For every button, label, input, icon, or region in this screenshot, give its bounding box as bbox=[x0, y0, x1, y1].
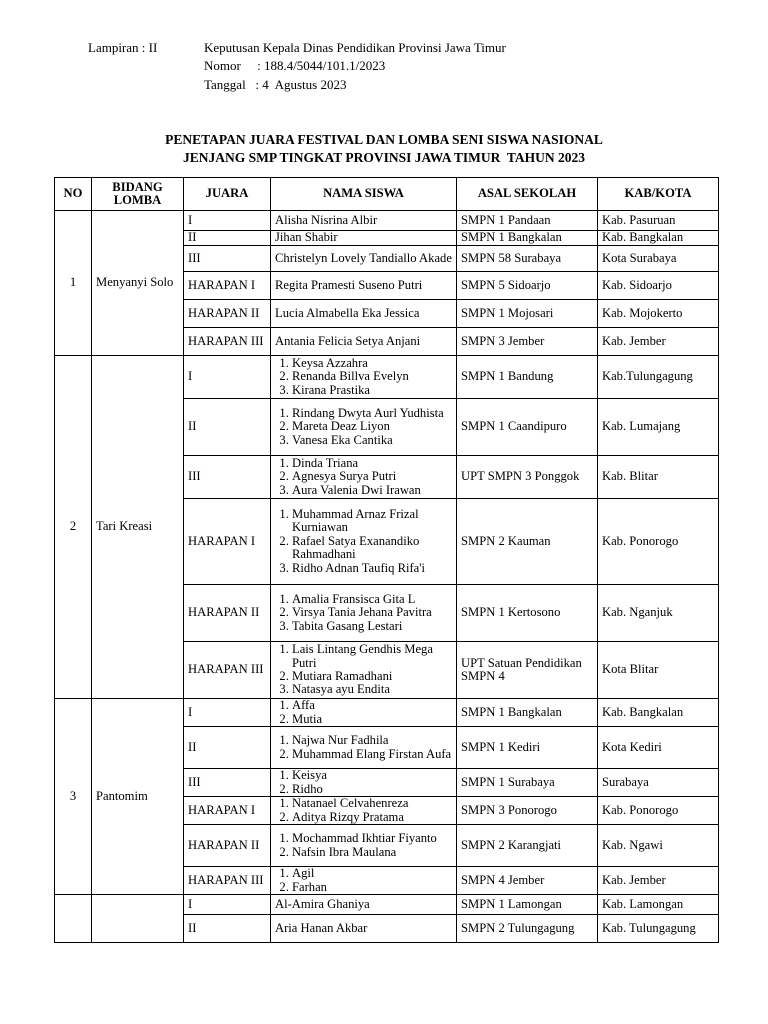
student-name: 3. Ridho Adnan Taufiq Rifa'i bbox=[292, 562, 452, 575]
student-name: 1. Dinda Triana bbox=[292, 457, 452, 470]
regency-city-cell: Kab. Bangkalan bbox=[598, 699, 719, 727]
student-name: 2. Aditya Rizqy Pratama bbox=[292, 811, 452, 824]
rank-cell: HARAPAN III bbox=[184, 867, 271, 895]
student-name: Alisha Nisrina Albir bbox=[275, 212, 378, 227]
student-name-cell bbox=[271, 699, 457, 727]
winners-table bbox=[54, 177, 719, 943]
student-name-cell bbox=[271, 272, 457, 300]
regency-city-cell: Kab. Sidoarjo bbox=[598, 272, 719, 300]
school-cell: UPT Satuan Pendidikan SMPN 4 bbox=[457, 642, 598, 699]
rank-cell: I bbox=[184, 699, 271, 727]
column-header-kab: KAB/KOTA bbox=[598, 178, 719, 211]
rank-cell: II bbox=[184, 727, 271, 769]
rank-cell: III bbox=[184, 769, 271, 797]
student-name: 3. Vanesa Eka Cantika bbox=[292, 434, 452, 447]
regency-city-cell: Kota Blitar bbox=[598, 642, 719, 699]
student-name-cell bbox=[271, 769, 457, 797]
student-name-list bbox=[275, 357, 452, 397]
student-name-cell bbox=[271, 356, 457, 399]
school-cell: SMPN 58 Surabaya bbox=[457, 246, 598, 272]
student-name: 1. Affa bbox=[292, 699, 452, 712]
competition-field-cell bbox=[92, 895, 184, 943]
regency-city-cell: Kota Surabaya bbox=[598, 246, 719, 272]
student-name: 2. Farhan bbox=[292, 881, 452, 894]
regency-city-cell: Kab. Ponorogo bbox=[598, 797, 719, 825]
column-header-bidang: BIDANG LOMBA bbox=[92, 178, 184, 211]
regency-city-cell: Kab. Pasuruan bbox=[598, 211, 719, 231]
competition-field-cell: Menyanyi Solo bbox=[92, 211, 184, 356]
rank-cell: HARAPAN I bbox=[184, 499, 271, 585]
school-cell: SMPN 3 Jember bbox=[457, 328, 598, 356]
student-name-cell bbox=[271, 867, 457, 895]
school-cell: SMPN 1 Kertosono bbox=[457, 585, 598, 642]
student-name: 2. Renanda Billva Evelyn bbox=[292, 370, 452, 383]
student-name: Christelyn Lovely Tandiallo Akade bbox=[275, 250, 452, 265]
student-name: 3. Kirana Prastika bbox=[292, 384, 452, 397]
student-name-cell bbox=[271, 727, 457, 769]
rank-cell: HARAPAN II bbox=[184, 585, 271, 642]
group-number-cell: 1 bbox=[55, 211, 92, 356]
student-name: 3. Tabita Gasang Lestari bbox=[292, 620, 452, 633]
nomor-text: Nomor : 188.4/5044/101.1/2023 bbox=[204, 58, 386, 73]
rank-cell: HARAPAN II bbox=[184, 825, 271, 867]
column-header-no: NO bbox=[55, 178, 92, 211]
student-name: 2. Rafael Satya Exanandiko Rahmadhani bbox=[292, 535, 452, 562]
student-name-cell bbox=[271, 797, 457, 825]
student-name-list bbox=[275, 407, 452, 447]
regency-city-cell: Kab. Ponorogo bbox=[598, 499, 719, 585]
student-name: 2. Mareta Deaz Liyon bbox=[292, 420, 452, 433]
student-name: 2. Nafsin Ibra Maulana bbox=[292, 846, 452, 859]
table-row bbox=[55, 699, 719, 727]
table-row bbox=[55, 211, 719, 231]
student-name-cell bbox=[271, 328, 457, 356]
school-cell: SMPN 1 Bangkalan bbox=[457, 231, 598, 246]
rank-cell: I bbox=[184, 356, 271, 399]
student-name: 1. Muhammad Arnaz Frizal Kurniawan bbox=[292, 508, 452, 535]
student-name-cell bbox=[271, 300, 457, 328]
regency-city-cell: Kab. Lamongan bbox=[598, 895, 719, 915]
student-name: 1. Amalia Fransisca Gita L bbox=[292, 593, 452, 606]
regency-city-cell: Surabaya bbox=[598, 769, 719, 797]
student-name-list bbox=[275, 832, 452, 859]
student-name: 1. Rindang Dwyta Aurl Yudhista bbox=[292, 407, 452, 420]
student-name: 1. Agil bbox=[292, 867, 452, 880]
regency-city-cell: Kab. Tulungagung bbox=[598, 915, 719, 943]
student-name: 1. Najwa Nur Fadhila bbox=[292, 734, 452, 747]
regency-city-cell: Kota Kediri bbox=[598, 727, 719, 769]
student-name: 2. Mutiara Ramadhani bbox=[292, 670, 452, 683]
document-title-line2: JENJANG SMP TINGKAT PROVINSI JAWA TIMUR TAHUN 2023 bbox=[182, 150, 586, 165]
student-name-cell bbox=[271, 642, 457, 699]
regency-city-cell: Kab. Bangkalan bbox=[598, 231, 719, 246]
rank-cell: II bbox=[184, 399, 271, 456]
school-cell: SMPN 1 Bandung bbox=[457, 356, 598, 399]
regency-city-cell: Kab.Tulungagung bbox=[598, 356, 719, 399]
student-name-cell bbox=[271, 246, 457, 272]
student-name: Jihan Shabir bbox=[275, 230, 338, 245]
student-name-list bbox=[275, 508, 452, 575]
school-cell: SMPN 2 Kauman bbox=[457, 499, 598, 585]
document-title-line1: PENETAPAN JUARA FESTIVAL DAN LOMBA SENI SISWA NASIONAL bbox=[165, 132, 603, 147]
rank-cell: III bbox=[184, 456, 271, 499]
competition-field-cell: Pantomim bbox=[92, 699, 184, 895]
school-cell: SMPN 1 Kediri bbox=[457, 727, 598, 769]
school-cell: SMPN 1 Lamongan bbox=[457, 895, 598, 915]
regency-city-cell: Kab. Lumajang bbox=[598, 399, 719, 456]
group-number-cell: 3 bbox=[55, 699, 92, 895]
student-name-cell bbox=[271, 231, 457, 246]
group-number-cell: 2 bbox=[55, 356, 92, 699]
rank-cell: II bbox=[184, 915, 271, 943]
school-cell: SMPN 2 Tulungagung bbox=[457, 915, 598, 943]
rank-cell: I bbox=[184, 895, 271, 915]
student-name: 1. Natanael Celvahenreza bbox=[292, 797, 452, 810]
student-name: 3. Natasya ayu Endita bbox=[292, 683, 452, 696]
keputusan-text: Keputusan Kepala Dinas Pendidikan Provinsi Jawa Timur bbox=[204, 40, 506, 55]
student-name-cell bbox=[271, 585, 457, 642]
student-name: 2. Muhammad Elang Firstan Aufa bbox=[292, 748, 452, 761]
student-name-list bbox=[275, 734, 452, 761]
rank-cell: HARAPAN I bbox=[184, 797, 271, 825]
rank-cell: III bbox=[184, 246, 271, 272]
school-cell: SMPN 1 Mojosari bbox=[457, 300, 598, 328]
column-header-nama: NAMA SISWA bbox=[271, 178, 457, 211]
school-cell: UPT SMPN 3 Ponggok bbox=[457, 456, 598, 499]
school-cell: SMPN 1 Caandipuro bbox=[457, 399, 598, 456]
student-name: Al-Amira Ghaniya bbox=[275, 896, 370, 911]
student-name: 2. Ridho bbox=[292, 783, 452, 796]
student-name-cell bbox=[271, 915, 457, 943]
school-cell: SMPN 3 Ponorogo bbox=[457, 797, 598, 825]
student-name-list bbox=[275, 797, 452, 824]
student-name-list bbox=[275, 699, 452, 726]
student-name-cell bbox=[271, 399, 457, 456]
student-name: 1. Keisya bbox=[292, 769, 452, 782]
table-body bbox=[55, 211, 719, 943]
student-name: Lucia Almabella Eka Jessica bbox=[275, 305, 420, 320]
school-cell: SMPN 2 Karangjati bbox=[457, 825, 598, 867]
student-name-cell bbox=[271, 211, 457, 231]
student-name-cell bbox=[271, 456, 457, 499]
competition-field-cell: Tari Kreasi bbox=[92, 356, 184, 699]
school-cell: SMPN 1 Pandaan bbox=[457, 211, 598, 231]
student-name: Regita Pramesti Suseno Putri bbox=[275, 277, 423, 292]
school-cell: SMPN 1 Bangkalan bbox=[457, 699, 598, 727]
student-name-list bbox=[275, 769, 452, 796]
table-row bbox=[55, 356, 719, 399]
rank-cell: HARAPAN III bbox=[184, 642, 271, 699]
school-cell: SMPN 4 Jember bbox=[457, 867, 598, 895]
rank-cell: HARAPAN II bbox=[184, 300, 271, 328]
student-name: 2. Mutia bbox=[292, 713, 452, 726]
student-name-cell bbox=[271, 895, 457, 915]
regency-city-cell: Kab. Ngawi bbox=[598, 825, 719, 867]
rank-cell: I bbox=[184, 211, 271, 231]
rank-cell: II bbox=[184, 231, 271, 246]
student-name: Antania Felicia Setya Anjani bbox=[275, 333, 421, 348]
group-number-cell bbox=[55, 895, 92, 943]
regency-city-cell: Kab. Nganjuk bbox=[598, 585, 719, 642]
lampiran-label: Lampiran : II bbox=[88, 40, 158, 55]
student-name: 3. Aura Valenia Dwi Irawan bbox=[292, 484, 452, 497]
student-name-cell bbox=[271, 825, 457, 867]
student-name: 1. Keysa Azzahra bbox=[292, 357, 452, 370]
school-cell: SMPN 1 Surabaya bbox=[457, 769, 598, 797]
regency-city-cell: Kab. Jember bbox=[598, 867, 719, 895]
student-name: 2. Virsya Tania Jehana Pavitra bbox=[292, 606, 452, 619]
student-name-list bbox=[275, 593, 452, 633]
student-name-list bbox=[275, 643, 452, 697]
regency-city-cell: Kab. Blitar bbox=[598, 456, 719, 499]
column-header-sekolah: ASAL SEKOLAH bbox=[457, 178, 598, 211]
table-header-row bbox=[55, 178, 719, 211]
regency-city-cell: Kab. Jember bbox=[598, 328, 719, 356]
student-name-cell bbox=[271, 499, 457, 585]
student-name: 2. Agnesya Surya Putri bbox=[292, 470, 452, 483]
table-row bbox=[55, 895, 719, 915]
student-name: 1. Mochammad Ikhtiar Fiyanto bbox=[292, 832, 452, 845]
student-name: 1. Lais Lintang Gendhis Mega Putri bbox=[292, 643, 452, 670]
column-header-juara: JUARA bbox=[184, 178, 271, 211]
regency-city-cell: Kab. Mojokerto bbox=[598, 300, 719, 328]
student-name: Aria Hanan Akbar bbox=[275, 920, 368, 935]
rank-cell: HARAPAN III bbox=[184, 328, 271, 356]
tanggal-text: Tanggal : 4 Agustus 2023 bbox=[204, 77, 347, 92]
student-name-list bbox=[275, 457, 452, 497]
student-name-list bbox=[275, 867, 452, 894]
school-cell: SMPN 5 Sidoarjo bbox=[457, 272, 598, 300]
rank-cell: HARAPAN I bbox=[184, 272, 271, 300]
